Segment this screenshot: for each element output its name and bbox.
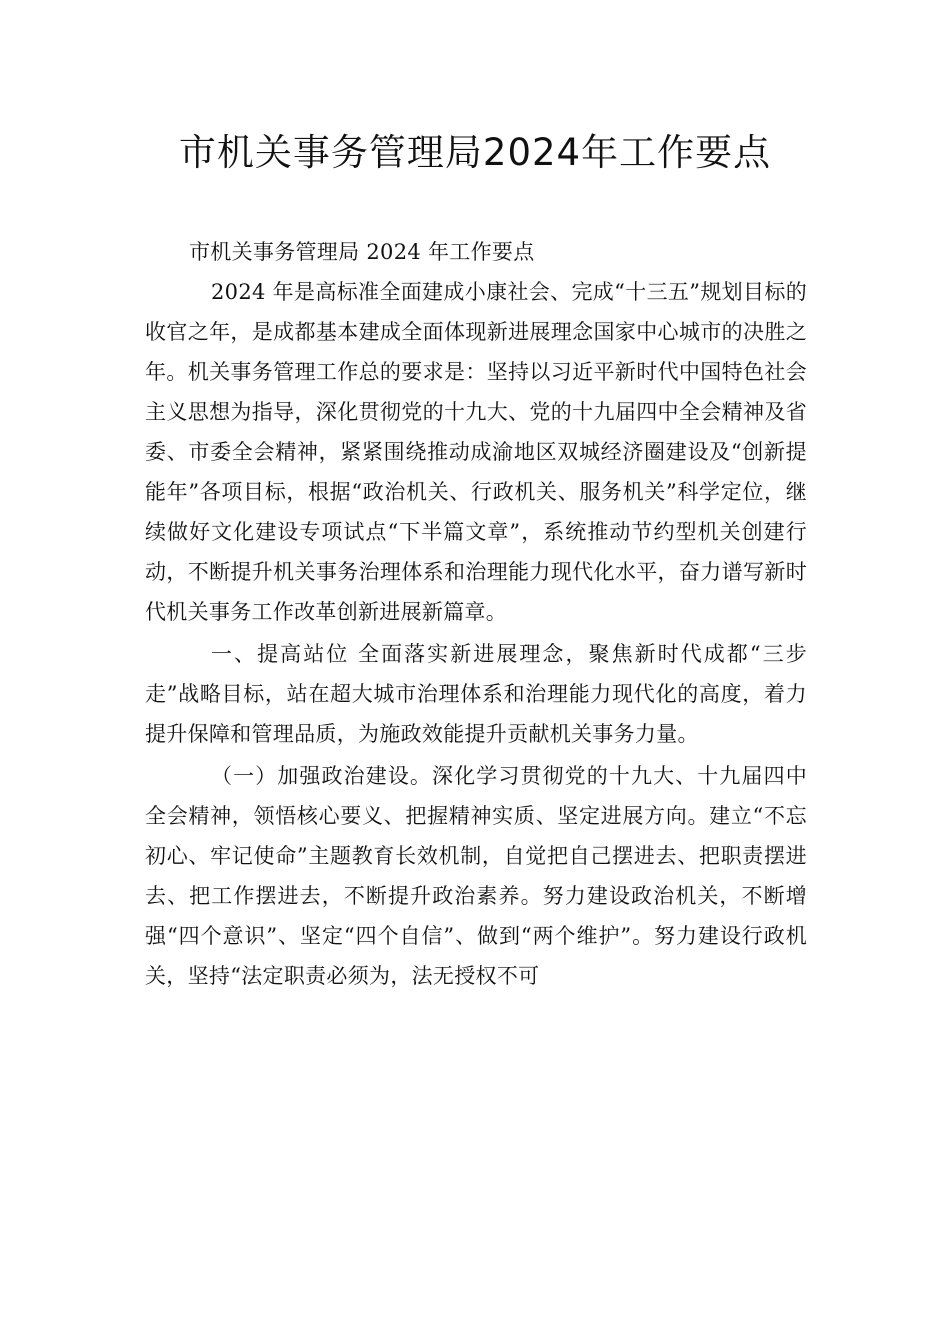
document-title: 市机关事务管理局2024年工作要点	[178, 131, 772, 174]
paragraph-section-one: 一、提高站位 全面落实新进展理念，聚焦新时代成都“三步走”战略目标，站在超大城市治理体系和治理能力现代化的高度，着力提升保障和管理品质，为施政效能提升贡献机关事务力量。	[145, 642, 807, 746]
document-subtitle: 市机关事务管理局 2024 年工作要点	[189, 240, 535, 264]
paragraph-intro: 2024 年是高标准全面建成小康社会、完成“十三五”规划目标的收官之年，是成都基本建成全面体现新进展理念国家中心城市的决胜之年。机关事务管理工作总的要求是：坚持以习近平新时代中国特色社会主义思想为指导，深化贯彻党的十九大、党的十九届四中全会精神及省委、市委全会精神，紧紧围绕推动成渝地区双城经济圈建设及“创新提能年”各项目标，根据“政治机关、行政机关、服务机关”科学定位，继续做好文化建设专项试点“下半篇文章”，系统推动节约型机关创建行动，不断提升机关事务治理体系和治理能力现代化水平，奋力谱写新时代机关事务工作改革创新进展新篇章。	[145, 280, 807, 624]
document-body	[145, 232, 807, 996]
paragraph-subsection-one: （一）加强政治建设。深化学习贯彻党的十九大、十九届四中全会精神，领悟核心要义、把握精神实质、坚定进展方向。建立“不忘初心、牢记使命”主题教育长效机制，自觉把自己摆进去、把职责摆进去、把工作摆进去，不断提升政治素养。努力建设政治机关，不断增强“四个意识”、坚定“四个自信”、做到“两个维护”。努力建设行政机关，坚持“法定职责必须为，法无授权不可	[145, 764, 807, 988]
